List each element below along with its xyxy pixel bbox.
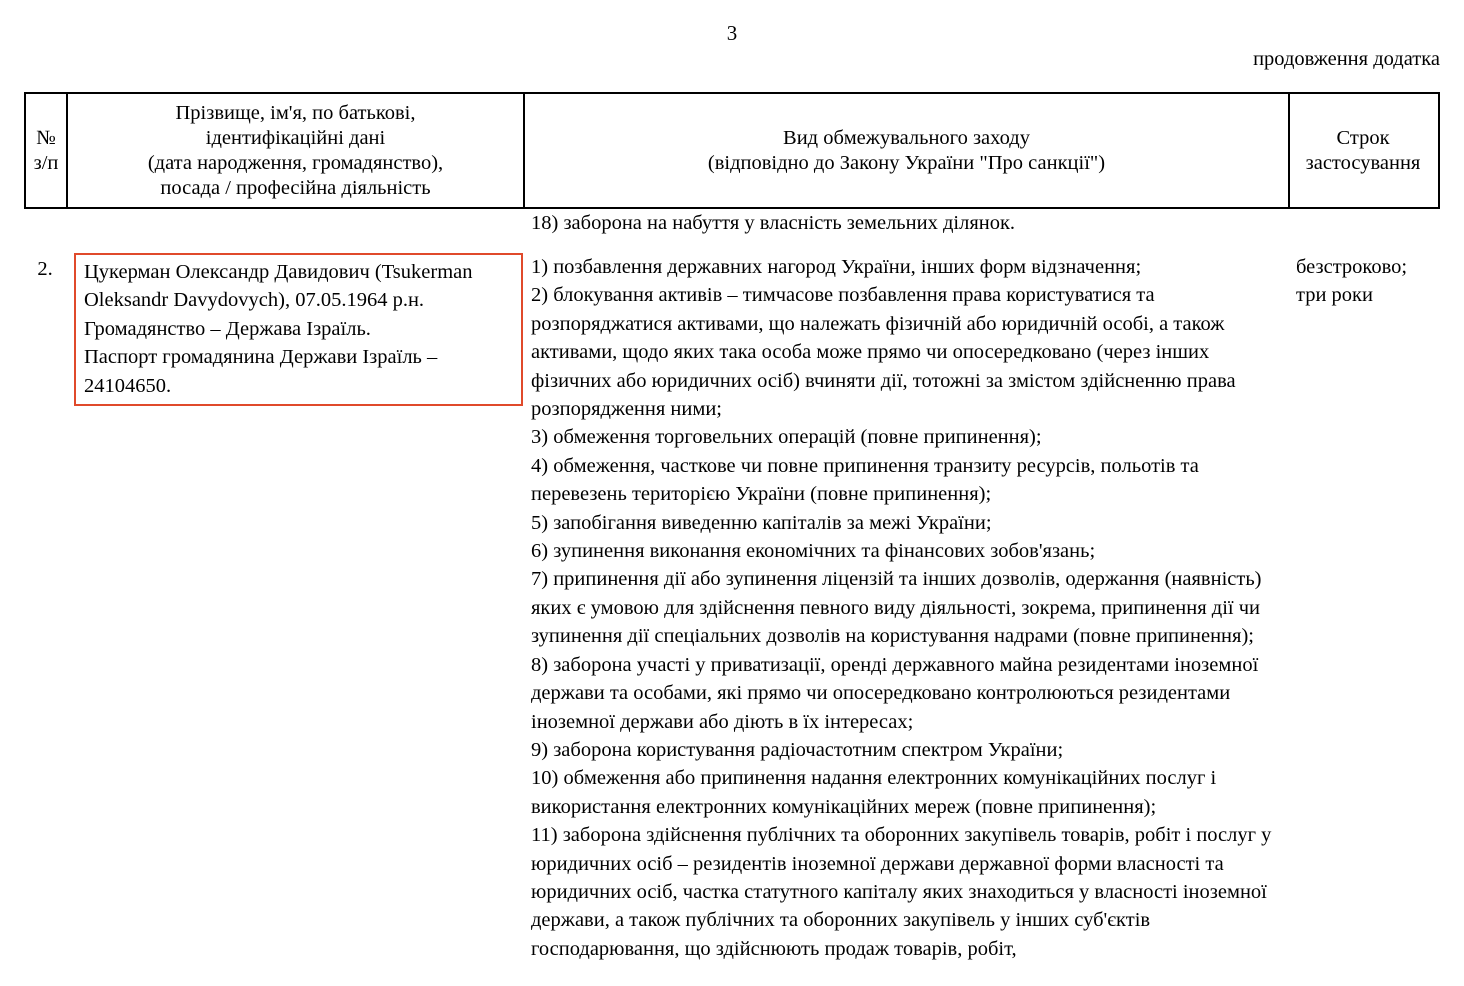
column-header-measure-line-1: Вид обмежувального заходу <box>783 126 1030 149</box>
measure-item: 4) обмеження, часткове чи повне припинення транзиту ресурсів, польотів та перевезень територією України (повне припинення); <box>531 454 1199 506</box>
column-header-number-line-1: № <box>36 126 56 149</box>
continuation-note: продовження додатка <box>1253 48 1440 70</box>
measure-cell <box>523 253 1288 963</box>
measure-item: 2) блокування активів – тимчасове позбавлення права користуватися та розпоряджатися активами, що належать фізичній або юридичній особі, а також активами, щодо яких така особа може прямо чи опосередковано (через інших фізичних або юридичних осіб) вчиняти дії, тотожні за змістом здійсненню права розпорядження ними; <box>531 284 1236 421</box>
table-row <box>24 253 1440 963</box>
measure-item: 1) позбавлення державних нагород України, інших форм відзначення; <box>531 256 1142 278</box>
page-number: 3 <box>726 21 738 45</box>
column-header-term-line-2: застосування <box>1305 151 1421 174</box>
person-line-1: Цукерман Олександр Давидович (Tsukerman Oleksandr Davydovych), 07.05.1964 р.н. <box>84 261 473 312</box>
column-header-person-line-3: (дата народження, громадянство), <box>147 151 444 174</box>
measure-item: 8) заборона участі у приватизації, оренді державного майна резидентами іноземної держави та особами, які прямо чи опосередковано контролюються резидентами іноземної держави або діють в їх інтересах; <box>531 653 1259 733</box>
measure-item: 7) припинення дії або зупинення ліцензій та інших дозволів, одержання (наявність) яких є умовою для здійснення певного виду діяльності, зокрема, припинення дії чи зупинення дії спеціальних дозволів на користування надрами (повне припинення); <box>531 568 1262 648</box>
measure-item: 10) обмеження або припинення надання електронних комунікаційних послуг і використання електронних комунікаційних мереж (повне припинення); <box>531 767 1217 818</box>
column-header-person-line-2: ідентифікаційні дані <box>205 126 386 149</box>
measure-item: 5) запобігання виведенню капіталів за межі України; <box>531 511 992 534</box>
term-line: безстроково; <box>1296 256 1408 278</box>
person-line-2: Громадянство – Держава Ізраїль. <box>84 317 371 340</box>
column-header-measure <box>525 94 1290 207</box>
table-body <box>24 253 1440 963</box>
column-header-person-line-1: Прізвище, ім'я, по батькові, <box>175 101 416 124</box>
column-header-number-line-2: з/п <box>33 151 59 174</box>
person-highlight-box <box>74 253 523 406</box>
person-cell <box>66 253 523 406</box>
term-line: три роки <box>1296 284 1373 307</box>
term-cell <box>1288 253 1434 310</box>
column-header-person <box>68 94 525 207</box>
row-number: 2. <box>37 258 53 280</box>
column-header-number <box>26 94 68 207</box>
measure-item: 3) обмеження торговельних операцій (повне припинення); <box>531 426 1042 449</box>
person-line-3: Паспорт громадянина Держави Ізраїль – 24104650. <box>84 346 438 397</box>
sanctions-table <box>24 92 1440 209</box>
column-header-measure-line-2: (відповідно до Закону України "Про санкції") <box>707 151 1106 174</box>
lead-in-measure-text: 18) заборона на набуття у власність земельних ділянок. <box>531 212 1016 234</box>
column-header-person-line-4: посада / професійна діяльність <box>160 176 431 199</box>
measure-item: 6) зупинення виконання економічних та фінансових зобов'язань; <box>531 540 1096 563</box>
measure-item: 9) заборона користування радіочастотним спектром України; <box>531 738 1064 761</box>
measure-item: 11) заборона здійснення публічних та оборонних закупівель товарів, робіт і послуг у юридичних осіб – резидентів іноземної держави державної форми власності та юридичних осіб, частка статутного капіталу яких знаходиться у власності іноземної держави, а також публічних та оборонних закупівель у інших суб'єктів господарювання, що здійснюють продаж товарів, робіт, <box>531 824 1272 960</box>
column-header-term <box>1290 94 1436 207</box>
table-header-row <box>24 92 1440 209</box>
column-header-term-line-1: Строк <box>1336 126 1390 149</box>
